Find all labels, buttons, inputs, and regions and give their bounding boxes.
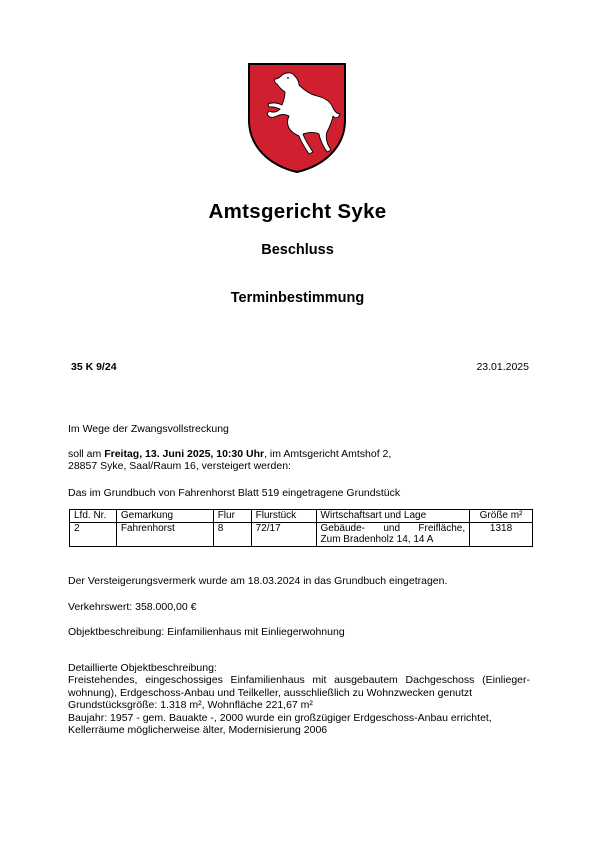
court-name: Amtsgericht Syke xyxy=(208,200,387,223)
auction-note: Der Versteigerungsvermerk wurde am 18.03.2024 in das Grundbuch eingetragen. xyxy=(68,575,448,587)
schedule-suffix: , im Amtsgericht Amtshof 2, xyxy=(264,448,392,460)
file-number: 35 K 9/24 xyxy=(71,361,117,373)
col-header: Größe m² xyxy=(470,510,533,523)
cell-nr: 2 xyxy=(70,522,117,546)
table-row xyxy=(70,522,533,546)
detail-line: Baujahr: 1957 - gem. Bauakte -, 2000 wurde ein großzügiger Erdgeschoss-Anbau errichtet, xyxy=(68,711,492,724)
detail-line: Freistehendes, eingeschossiges Einfamilienhaus mit ausgebautem Dachgeschoss (Einlieger- xyxy=(68,674,530,687)
schedule-date: Freitag, 13. Juni 2025, 10:30 Uhr xyxy=(104,448,265,460)
lage-line-1: Gebäude- und Freifläche, xyxy=(320,522,466,534)
detail-line: Grundstücksgröße: 1.318 m², Wohnfläche 221,67 m² xyxy=(68,699,313,712)
lower-saxony-crest-icon xyxy=(247,62,347,174)
document-date: 23.01.2025 xyxy=(476,361,529,373)
lage-line-2: Zum Bradenholz 14, 14 A xyxy=(320,534,434,545)
detail-line: Kellerräume möglicherweise älter, Modernisierung 2006 xyxy=(68,724,328,737)
land-register-text: Das im Grundbuch von Fahrenhorst Blatt 519 eingetragene Grundstück xyxy=(68,487,401,499)
detail-line: wohnung), Erdgeschoss-Anbau und Teilkeller, ausschließlich zu Wohnzwecken genutzt xyxy=(68,686,473,699)
cell-gemarkung: Fahrenhorst xyxy=(116,522,213,546)
col-header: Flurstück xyxy=(251,510,316,523)
object-description: Objektbeschreibung: Einfamilienhaus mit Einliegerwohnung xyxy=(68,626,345,638)
market-value: Verkehrswert: 358.000,00 € xyxy=(68,601,197,613)
schedule-prefix: soll am xyxy=(68,448,105,460)
detail-title: Detaillierte Objektbeschreibung: xyxy=(68,662,217,674)
schedule-text xyxy=(68,448,391,473)
detailed-description xyxy=(68,662,530,736)
col-header: Gemarkung xyxy=(116,510,213,523)
cell-lage xyxy=(316,522,470,546)
cell-flurstueck: 72/17 xyxy=(251,522,316,546)
cell-groesse: 1318 xyxy=(470,522,533,546)
property-table xyxy=(69,509,533,547)
document-subject: Terminbestimmung xyxy=(230,290,365,306)
table-header-row xyxy=(70,510,533,523)
document-type: Beschluss xyxy=(261,242,334,258)
col-header: Lfd. Nr. xyxy=(70,510,117,523)
intro-text: Im Wege der Zwangsvollstreckung xyxy=(68,423,229,435)
col-header: Flur xyxy=(213,510,251,523)
cell-flur: 8 xyxy=(213,522,251,546)
col-header: Wirtschaftsart und Lage xyxy=(316,510,470,523)
schedule-location: 28857 Syke, Saal/Raum 16, versteigert werden: xyxy=(68,460,291,473)
